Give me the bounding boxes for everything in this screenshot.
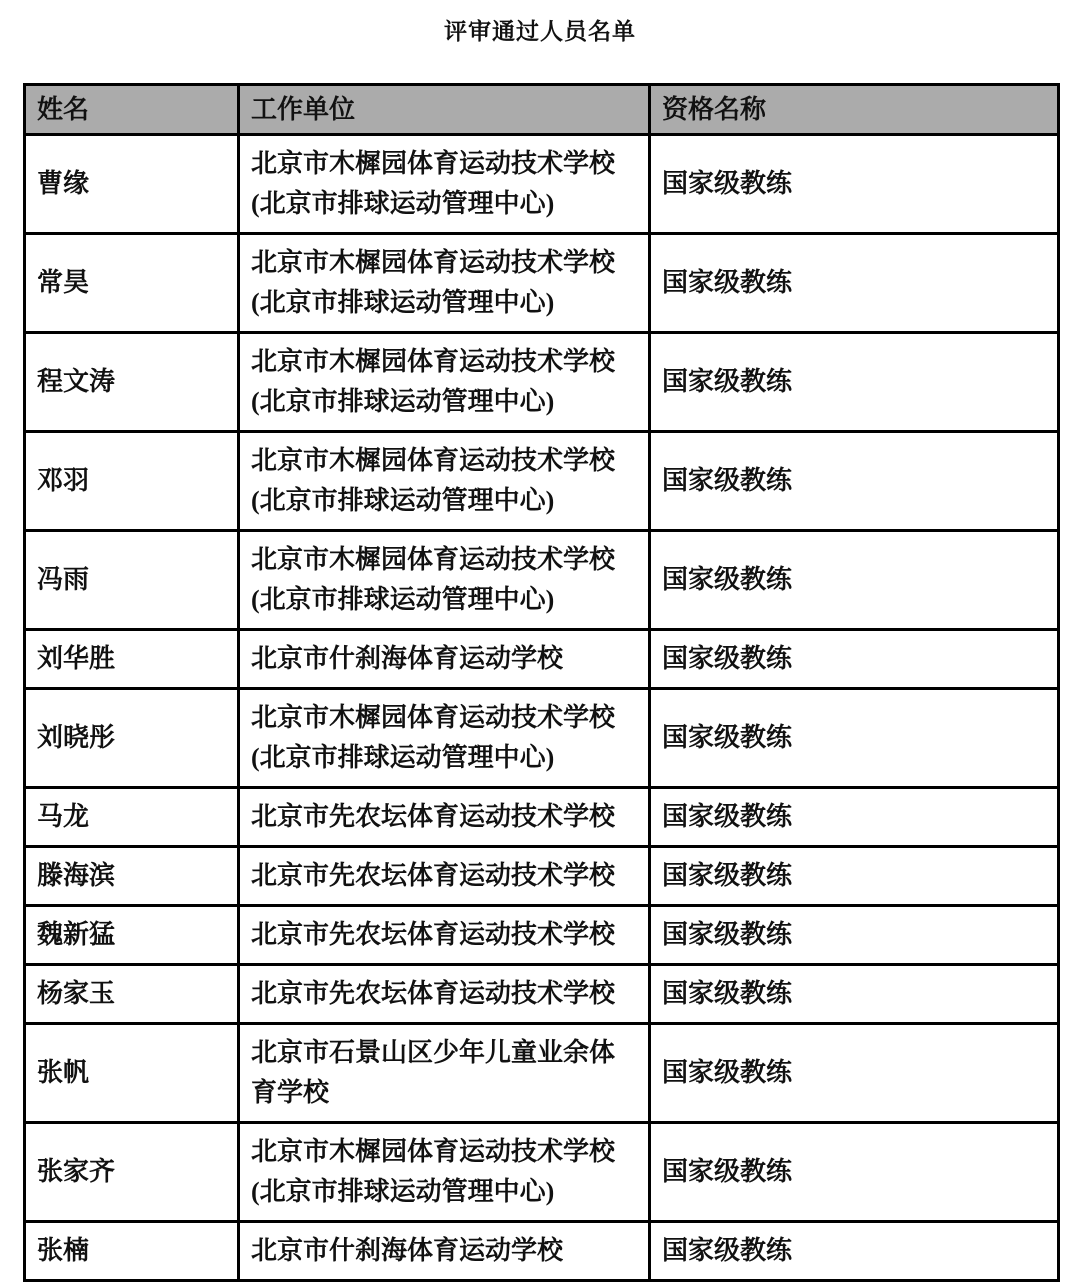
qualification-cell: 国家级教练: [650, 1024, 1059, 1123]
unit-cell: 北京市木樨园体育运动技术学校(北京市排球运动管理中心): [239, 432, 650, 531]
unit-cell: 北京市先农坛体育运动技术学校: [239, 788, 650, 847]
header-qualification: 资格名称: [650, 85, 1059, 135]
qualification-cell: 国家级教练: [650, 906, 1059, 965]
qualification-cell: 国家级教练: [650, 531, 1059, 630]
table-header: [25, 85, 1059, 135]
table-row: [25, 630, 1059, 689]
table-row: [25, 689, 1059, 788]
qualification-cell: 国家级教练: [650, 788, 1059, 847]
header-row: [25, 85, 1059, 135]
table-row: [25, 531, 1059, 630]
name-cell: 杨家玉: [25, 965, 239, 1024]
unit-cell: 北京市木樨园体育运动技术学校(北京市排球运动管理中心): [239, 135, 650, 234]
qualification-cell: 国家级教练: [650, 432, 1059, 531]
name-cell: 常昊: [25, 234, 239, 333]
qualification-cell: 国家级教练: [650, 1123, 1059, 1222]
name-cell: 张家齐: [25, 1123, 239, 1222]
qualification-cell: 国家级教练: [650, 234, 1059, 333]
table-row: [25, 788, 1059, 847]
qualification-cell: 国家级教练: [650, 333, 1059, 432]
name-cell: 曹缘: [25, 135, 239, 234]
name-cell: 马龙: [25, 788, 239, 847]
unit-cell: 北京市什刹海体育运动学校: [239, 630, 650, 689]
name-cell: 邓羽: [25, 432, 239, 531]
qualification-cell: 国家级教练: [650, 135, 1059, 234]
unit-cell: 北京市木樨园体育运动技术学校(北京市排球运动管理中心): [239, 333, 650, 432]
name-cell: 滕海滨: [25, 847, 239, 906]
unit-cell: 北京市石景山区少年儿童业余体育学校: [239, 1024, 650, 1123]
unit-cell: 北京市木樨园体育运动技术学校(北京市排球运动管理中心): [239, 1123, 650, 1222]
name-cell: 刘晓彤: [25, 689, 239, 788]
table-row: [25, 432, 1059, 531]
name-cell: 刘华胜: [25, 630, 239, 689]
table-row: [25, 965, 1059, 1024]
roster-table: [23, 83, 1060, 1282]
table-row: [25, 234, 1059, 333]
qualification-cell: 国家级教练: [650, 689, 1059, 788]
header-name: 姓名: [25, 85, 239, 135]
header-unit: 工作单位: [239, 85, 650, 135]
page-title: 评审通过人员名单: [444, 19, 636, 44]
name-cell: 程文涛: [25, 333, 239, 432]
unit-cell: 北京市先农坛体育运动技术学校: [239, 965, 650, 1024]
name-cell: 张帆: [25, 1024, 239, 1123]
qualification-cell: 国家级教练: [650, 847, 1059, 906]
table-row: [25, 847, 1059, 906]
qualification-cell: 国家级教练: [650, 630, 1059, 689]
qualification-cell: 国家级教练: [650, 1222, 1059, 1281]
unit-cell: 北京市木樨园体育运动技术学校(北京市排球运动管理中心): [239, 531, 650, 630]
name-cell: 魏新猛: [25, 906, 239, 965]
qualification-cell: 国家级教练: [650, 965, 1059, 1024]
name-cell: 冯雨: [25, 531, 239, 630]
unit-cell: 北京市木樨园体育运动技术学校(北京市排球运动管理中心): [239, 689, 650, 788]
table-row: [25, 135, 1059, 234]
table-body: [25, 135, 1059, 1281]
unit-cell: 北京市木樨园体育运动技术学校(北京市排球运动管理中心): [239, 234, 650, 333]
table-row: [25, 906, 1059, 965]
table-row: [25, 1024, 1059, 1123]
table-row: [25, 1222, 1059, 1281]
unit-cell: 北京市什刹海体育运动学校: [239, 1222, 650, 1281]
table-row: [25, 333, 1059, 432]
unit-cell: 北京市先农坛体育运动技术学校: [239, 847, 650, 906]
table-row: [25, 1123, 1059, 1222]
name-cell: 张楠: [25, 1222, 239, 1281]
unit-cell: 北京市先农坛体育运动技术学校: [239, 906, 650, 965]
